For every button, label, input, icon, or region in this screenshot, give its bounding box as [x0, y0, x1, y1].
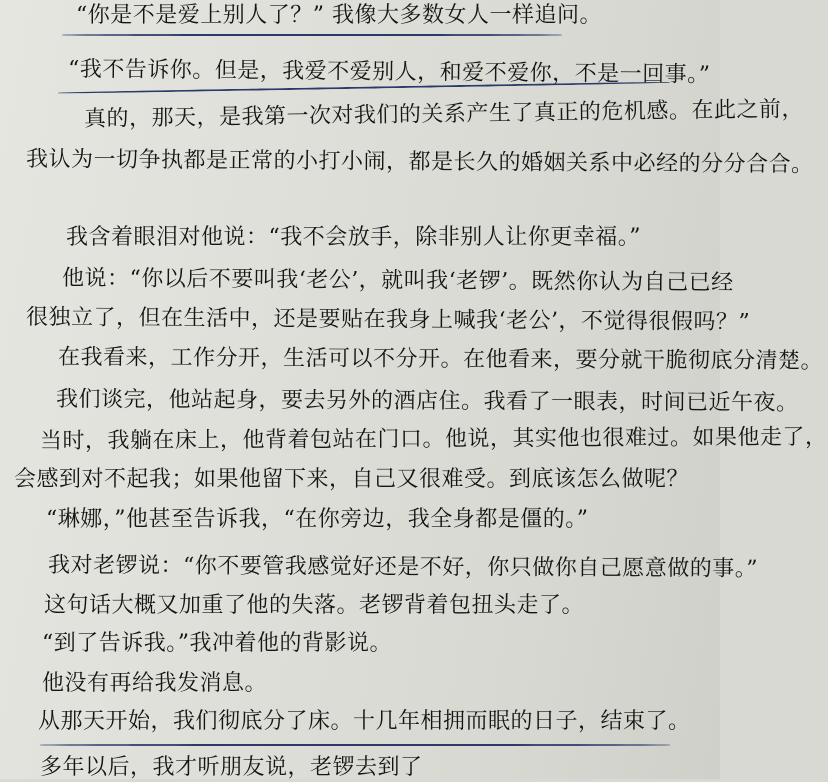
underline-3 — [40, 744, 670, 746]
text-line-16: 他没有再给我发消息。 — [42, 671, 268, 696]
underline-1 — [62, 34, 562, 36]
text-line-2: “我不告诉你。但是，我爱不爱别人，和爱不爱你，不是一回事。” — [67, 57, 711, 88]
text-line-3: 真的，那天，是我第一次对我们的关系产生了真正的危机感。在此之前， — [83, 96, 805, 132]
text-line-11: 会感到对不起我；如果他留下来，自己又很难受。到底该怎么做呢？ — [14, 467, 690, 492]
text-line-1: “你是不是爱上别人了？” 我像大多数女人一样追问。 — [76, 3, 602, 28]
text-line-18: 多年以后，我才听朋友说，老锣去到了 — [40, 755, 423, 780]
text-line-4: 我认为一切争执都是正常的小打小闹，都是长久的婚姻关系中必经的分分合合。 — [25, 147, 814, 178]
text-line-13: 我对老锣说：“你不要管我感觉好还是不好，你只做你自己愿意做的事。” — [47, 553, 759, 582]
text-line-5: 我含着眼泪对他说：“我不会放手，除非别人让你更幸福。” — [66, 225, 641, 250]
text-line-14: 这句话大概又加重了他的失落。老锣背着包扭头走了。 — [44, 593, 585, 618]
text-line-10: 当时，我躺在床上，他背着包站在门口。他说，其实他也很难过。如果他走了， — [39, 424, 828, 454]
text-line-6: 他说：“你以后不要叫我‘老公’，就叫我‘老锣’。既然你认为自己已经 — [61, 266, 734, 296]
text-line-7: 很独立了，但在生活中，还是要贴在我身上喊我‘老公’，不觉得很假吗？” — [25, 305, 751, 336]
text-line-17: 从那天开始，我们彻底分了床。十几年相拥而眠的日子，结束了。 — [38, 709, 691, 734]
text-line-9: 我们谈完，他站起身，要去另外的酒店住。我看了一眼表，时间已近午夜。 — [55, 387, 799, 416]
text-line-12: “琳娜，”他甚至告诉我，“在你旁边，我全身都是僵的。” — [46, 507, 589, 532]
text-line-15: “到了告诉我。”我冲着他的背影说。 — [42, 631, 392, 656]
text-line-8: 在我看来，工作分开，生活可以不分开。在他看来，要分就干脆彻底分清楚。 — [57, 345, 824, 375]
